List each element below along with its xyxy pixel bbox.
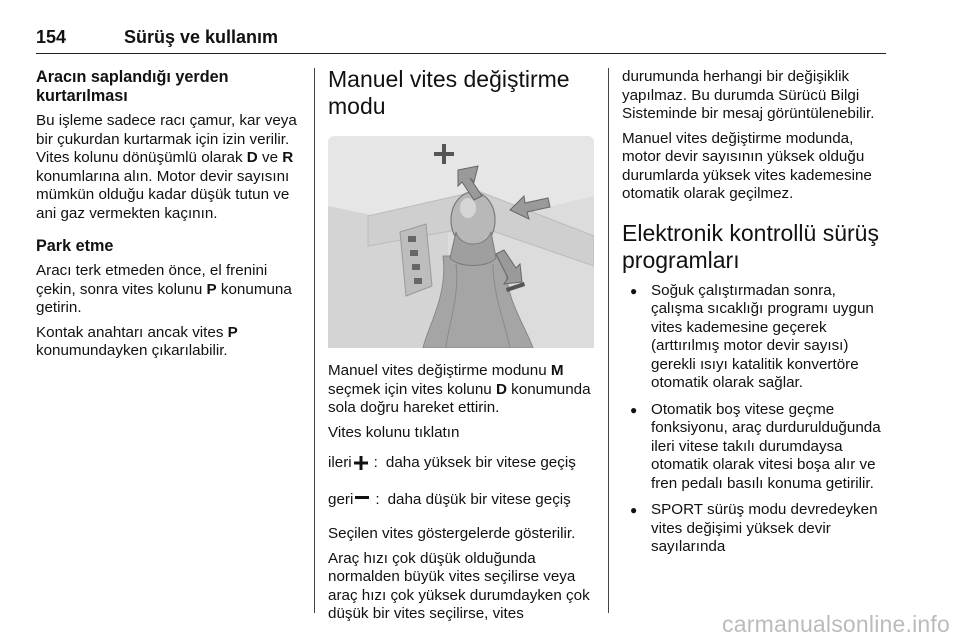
list-item: ● Otomatik boş vitese geçme fonksiyonu, araç durdurulduğunda ileri vitese takılı durumdaysa otomatik olarak vitesi boşa alır ve fren pedalı basılı konuma getirilir. xyxy=(622,401,890,494)
list-item: ● Soğuk çalıştırmadan sonra, çalışma sıcaklığı programı uygun vites kademesine geçerek (arttırılmış motor devir sayısı) gerekli ısıyı katalitik konvertöre otomatik olarak sağlar. xyxy=(622,282,890,393)
paragraph: Bu işleme sadece racı çamur, kar veya bir çukurdan kurtarmak için izin verilir. Vites kolunu dönüşümlü olarak D ve R konumlarına alın. Motor devir sayısını mümkün olduğu kadar düşük tutun ve ani gaz vermekten kaçının. xyxy=(36,112,297,222)
section-title-manual-mode: Manuel vites değiştirme modu xyxy=(328,66,570,119)
plus-icon xyxy=(354,456,368,470)
page-number: 154 xyxy=(36,27,67,47)
paragraph: Seçilen vites göstergelerde gösterilir. xyxy=(328,525,576,542)
paragraph: Manuel vites değiştirme modunu M seçmek için vites kolunu D konumunda sola doğru hareket ettirin. xyxy=(328,362,591,416)
shift-down-text: daha düşük bir vitese geçiş xyxy=(387,490,571,508)
column-3 xyxy=(622,68,890,565)
shift-down-label: geri xyxy=(328,490,354,508)
shift-up-row: ileri : daha yüksek bir vitese geçiş xyxy=(328,454,576,471)
shift-up-label: ileri xyxy=(328,454,352,471)
bullet-list xyxy=(622,282,890,557)
paragraph: Araç hızı çok düşük olduğunda normalden büyük vites seçilirse veya araç hızı çok yüksek durumdayken çok düşük bir vites seçilirse, vites xyxy=(328,549,590,622)
column-divider xyxy=(608,68,609,613)
paragraph: durumunda herhangi bir değişiklik yapılmaz. Bu durumda Sürücü Bilgi Sisteminde bir mesaj görüntülenebilir. xyxy=(622,68,875,122)
chapter-title: Sürüş ve kullanım xyxy=(124,27,279,47)
watermark: carmanualsonline.info xyxy=(722,611,950,637)
paragraph: Kontak anahtarı ancak vites P konumundayken çıkarılabilir. xyxy=(36,323,238,359)
shift-up-text: daha yüksek bir vitese geçiş xyxy=(385,454,576,471)
paragraph: Aracı terk etmeden önce, el frenini çekin, sonra vites kolunu P konumuna getirin. xyxy=(36,262,292,316)
list-item: ● SPORT sürüş modu devredeyken vites değişimi yüksek devir sayılarında xyxy=(622,501,890,557)
paragraph: Vites kolunu tıklatın xyxy=(328,423,460,441)
shift-down-row: geri : daha düşük bir vitese geçiş xyxy=(328,490,571,508)
column-1 xyxy=(36,68,304,361)
column-2 xyxy=(328,66,594,624)
column-divider xyxy=(314,68,315,613)
page-header xyxy=(36,24,886,54)
section-heading-recovery: Aracın saplandığı yerden kurtarılması xyxy=(36,68,229,105)
paragraph: Manuel vites değiştirme modunda, motor devir sayısının yüksek olduğu durumlarda yüksek vites kademesine otomatik olarak geçilmez. xyxy=(622,129,872,202)
section-heading-parking: Park etme xyxy=(36,237,114,255)
section-title-drive-programs: Elektronik kontrollü sürüş programları xyxy=(622,219,879,273)
minus-icon xyxy=(355,493,369,507)
gear-lever-illustration xyxy=(328,136,594,348)
